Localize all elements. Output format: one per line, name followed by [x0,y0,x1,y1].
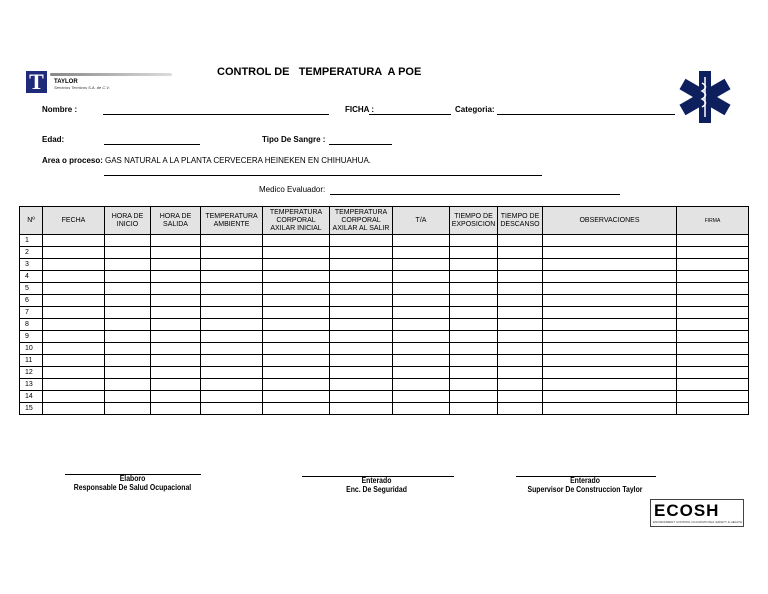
table-cell[interactable] [450,271,498,283]
temperature-table [19,206,749,415]
row-number: 11 [20,355,43,367]
table-cell[interactable] [498,307,543,319]
column-header-text: CORPORAL [276,216,316,224]
column-header-text: DESCANSO [500,220,540,228]
column-header-text: SALIDA [163,220,188,228]
table-cell[interactable] [450,295,498,307]
column-header-text: FIRMA [704,217,721,224]
table-cell[interactable] [543,307,677,319]
page-title: CONTROL DE TEMPERATURA A POE [217,66,422,78]
column-header [201,207,263,235]
table-cell[interactable] [677,379,749,391]
table-cell[interactable] [543,295,677,307]
table-cell[interactable] [330,295,393,307]
signature-role-2: Enterado [361,476,392,485]
table-cell[interactable] [330,319,393,331]
table-cell[interactable] [151,391,201,403]
table-cell[interactable] [393,259,450,271]
table-row [20,403,749,415]
table-cell[interactable] [677,247,749,259]
table-cell[interactable] [43,343,105,355]
ecosh-logo [650,499,744,527]
table-row [20,259,749,271]
row-number: 4 [20,271,43,283]
column-header-text: CORPORAL [341,216,381,224]
table-cell[interactable] [151,367,201,379]
table-cell[interactable] [43,403,105,415]
table-cell[interactable] [151,283,201,295]
table-cell[interactable] [677,307,749,319]
table-cell[interactable] [43,235,105,247]
table-cell[interactable] [677,331,749,343]
column-header [43,207,105,235]
row-number: 5 [20,283,43,295]
table-cell[interactable] [151,319,201,331]
table-cell[interactable] [677,295,749,307]
table-cell[interactable] [151,331,201,343]
table-cell[interactable] [393,367,450,379]
table-cell[interactable] [105,403,151,415]
table-cell[interactable] [105,355,151,367]
row-number: 1 [20,235,43,247]
table-cell[interactable] [677,343,749,355]
column-header-text: TIEMPO DE [500,212,540,220]
table-cell[interactable] [450,283,498,295]
column-header-text: TEMPERATURA [269,208,323,216]
table-cell[interactable] [450,367,498,379]
table-cell[interactable] [450,355,498,367]
table-cell[interactable] [43,295,105,307]
table-cell[interactable] [393,343,450,355]
table-cell[interactable] [498,235,543,247]
logo-subtitle: Servicios Tecnicos S.A. de C.V. [54,85,110,90]
table-cell[interactable] [498,391,543,403]
table-cell[interactable] [677,355,749,367]
column-header-text: TIEMPO DE [454,212,493,220]
table-row [20,235,749,247]
table-row [20,319,749,331]
table-cell[interactable] [543,379,677,391]
table-cell[interactable] [543,319,677,331]
table-cell[interactable] [151,259,201,271]
table-cell[interactable] [151,343,201,355]
signature-title-2: Enc. De Seguridad [346,485,407,494]
nombre-label: Nombre : [42,105,78,114]
table-cell[interactable] [263,271,330,283]
table-cell[interactable] [393,403,450,415]
table-cell[interactable] [151,403,201,415]
table-cell[interactable] [543,283,677,295]
table-cell[interactable] [330,343,393,355]
column-header-text: T/A [415,216,427,224]
table-cell[interactable] [393,283,450,295]
column-header [105,207,151,235]
table-cell[interactable] [498,403,543,415]
table-row [20,307,749,319]
table-cell[interactable] [543,271,677,283]
table-cell[interactable] [543,403,677,415]
table-cell[interactable] [151,355,201,367]
table-cell[interactable] [677,259,749,271]
table-cell[interactable] [263,295,330,307]
table-cell[interactable] [543,355,677,367]
edad-field[interactable] [104,144,200,145]
table-cell[interactable] [498,355,543,367]
table-cell[interactable] [201,343,263,355]
table-header-row [20,207,749,235]
row-number: 14 [20,391,43,403]
table-cell[interactable] [330,379,393,391]
signature-role-3: Enterado [570,476,600,485]
table-cell[interactable] [450,379,498,391]
table-row [20,379,749,391]
table-cell[interactable] [263,355,330,367]
table-row [20,367,749,379]
table-cell[interactable] [43,247,105,259]
column-header [393,207,450,235]
table-cell[interactable] [43,271,105,283]
table-cell[interactable] [105,379,151,391]
row-number: 3 [20,259,43,271]
table-cell[interactable] [201,355,263,367]
table-cell[interactable] [201,391,263,403]
row-number: 2 [20,247,43,259]
table-cell[interactable] [43,283,105,295]
table-cell[interactable] [201,259,263,271]
table-cell[interactable] [263,367,330,379]
table-cell[interactable] [43,319,105,331]
column-header [20,207,43,235]
column-header-text: OBSERVACIONES [579,216,640,224]
table-cell[interactable] [105,343,151,355]
table-cell[interactable] [330,355,393,367]
table-cell[interactable] [393,271,450,283]
table-cell[interactable] [105,295,151,307]
column-header [151,207,201,235]
table-cell[interactable] [677,283,749,295]
table-cell[interactable] [330,259,393,271]
row-number: 6 [20,295,43,307]
categoria-field[interactable] [497,114,675,115]
table-cell[interactable] [263,379,330,391]
table-cell[interactable] [263,283,330,295]
medico-field[interactable] [330,194,620,195]
table-cell[interactable] [43,259,105,271]
table-cell[interactable] [498,343,543,355]
table-cell[interactable] [677,319,749,331]
column-header-text: EXPOSICION [451,220,496,228]
row-number: 10 [20,343,43,355]
column-header [498,207,543,235]
area-underline [104,175,542,176]
table-cell[interactable] [543,235,677,247]
row-number: 12 [20,367,43,379]
table-cell[interactable] [330,283,393,295]
table-cell[interactable] [450,319,498,331]
table-row [20,391,749,403]
table-cell[interactable] [43,367,105,379]
row-number: 7 [20,307,43,319]
table-row [20,283,749,295]
table-cell[interactable] [263,403,330,415]
taylor-logo: T [26,71,47,93]
table-cell[interactable] [393,235,450,247]
column-header [330,207,393,235]
table-cell[interactable] [151,247,201,259]
tipo-sangre-label: Tipo De Sangre : [262,135,326,144]
table-cell[interactable] [450,235,498,247]
edad-label: Edad: [42,135,65,144]
table-cell[interactable] [543,391,677,403]
table-cell[interactable] [151,271,201,283]
table-cell[interactable] [393,331,450,343]
logo-name: TAYLOR [54,79,78,85]
table-cell[interactable] [201,367,263,379]
row-number: 15 [20,403,43,415]
table-cell[interactable] [330,307,393,319]
table-cell[interactable] [105,247,151,259]
signature-title-3: Supervisor De Construccion Taylor [527,485,643,494]
column-header-text: AMBIENTE [213,220,250,228]
table-cell[interactable] [393,295,450,307]
ficha-field[interactable] [369,114,451,115]
area-label: Area o proceso: [42,156,103,165]
table-cell[interactable] [263,307,330,319]
table-cell[interactable] [43,331,105,343]
table-cell[interactable] [151,307,201,319]
table-cell[interactable] [677,235,749,247]
star-of-life-icon [676,71,734,123]
table-cell[interactable] [450,247,498,259]
column-header [450,207,498,235]
table-row [20,343,749,355]
table-cell[interactable] [201,307,263,319]
table-cell[interactable] [263,259,330,271]
table-cell[interactable] [201,247,263,259]
table-cell[interactable] [201,331,263,343]
table-cell[interactable] [43,355,105,367]
table-cell[interactable] [105,259,151,271]
table-cell[interactable] [543,247,677,259]
column-header-text: FECHA [61,216,86,224]
column-header-text: AXILAR AL SALIR [332,224,390,232]
table-cell[interactable] [43,379,105,391]
signature-role-1: Elaboro [119,474,146,483]
table-cell[interactable] [393,355,450,367]
table-row [20,247,749,259]
table-cell[interactable] [450,403,498,415]
table-cell[interactable] [263,343,330,355]
table-cell[interactable] [543,331,677,343]
table-cell[interactable] [330,271,393,283]
table-cell[interactable] [498,295,543,307]
table-cell[interactable] [393,319,450,331]
table-cell[interactable] [498,283,543,295]
table-cell[interactable] [263,247,330,259]
table-cell[interactable] [151,295,201,307]
table-cell[interactable] [543,259,677,271]
table-cell[interactable] [201,295,263,307]
table-cell[interactable] [263,319,330,331]
table-cell[interactable] [677,271,749,283]
row-number: 13 [20,379,43,391]
table-row [20,355,749,367]
table-cell[interactable] [330,331,393,343]
table-cell[interactable] [201,271,263,283]
table-cell[interactable] [201,379,263,391]
table-cell[interactable] [450,307,498,319]
table-cell[interactable] [677,391,749,403]
table-cell[interactable] [393,379,450,391]
table-cell[interactable] [201,403,263,415]
table-cell[interactable] [330,391,393,403]
column-header [543,207,677,235]
table-cell[interactable] [43,307,105,319]
column-header-text: INICIO [116,220,139,228]
table-cell[interactable] [263,391,330,403]
ficha-label: FICHA : [345,105,375,114]
table-cell[interactable] [498,259,543,271]
table-cell[interactable] [498,331,543,343]
table-cell[interactable] [105,283,151,295]
column-header [263,207,330,235]
table-cell[interactable] [450,391,498,403]
table-cell[interactable] [450,331,498,343]
table-row [20,271,749,283]
table-cell[interactable] [498,367,543,379]
table-cell[interactable] [330,235,393,247]
table-cell[interactable] [201,319,263,331]
row-number: 9 [20,331,43,343]
column-header-text: HORA DE [159,212,192,220]
table-cell[interactable] [105,235,151,247]
table-cell[interactable] [105,319,151,331]
signature-title-1: Responsable De Salud Ocupacional [73,483,192,492]
ecosh-name: ECOSH [654,501,720,520]
table-row [20,331,749,343]
table-cell[interactable] [450,259,498,271]
column-header-text: TEMPERATURA [205,212,258,220]
logo-swoosh [50,73,172,76]
table-cell[interactable] [393,391,450,403]
table-cell[interactable] [330,247,393,259]
area-value: GAS NATURAL A LA PLANTA CERVECERA HEINEKEN EN CHIHUAHUA. [105,156,372,165]
table-cell[interactable] [543,367,677,379]
column-header-text: TEMPERATURA [334,208,388,216]
table-cell[interactable] [105,271,151,283]
table-cell[interactable] [330,403,393,415]
ecosh-tagline: ENVIRONMENT CONTROL OCCUPATIONAL SAFETY & HEALTH [653,520,743,524]
table-cell[interactable] [105,391,151,403]
table-row [20,295,749,307]
table-cell[interactable] [105,331,151,343]
table-cell[interactable] [498,319,543,331]
column-header-text: AXILAR INICIAL [270,224,322,232]
table-cell[interactable] [450,343,498,355]
table-cell[interactable] [543,343,677,355]
table-cell[interactable] [105,367,151,379]
table-cell[interactable] [393,247,450,259]
table-cell[interactable] [677,367,749,379]
row-number: 8 [20,319,43,331]
table-cell[interactable] [677,403,749,415]
table-cell[interactable] [105,307,151,319]
tipo-sangre-field[interactable] [329,144,392,145]
table-cell[interactable] [43,391,105,403]
column-header [677,207,749,235]
table-cell[interactable] [498,271,543,283]
table-cell[interactable] [263,331,330,343]
column-header-text: Nº [27,216,35,224]
table-cell[interactable] [498,247,543,259]
table-cell[interactable] [151,235,201,247]
table-cell[interactable] [201,235,263,247]
nombre-field[interactable] [103,114,329,115]
table-cell[interactable] [498,379,543,391]
table-cell[interactable] [201,283,263,295]
table-cell[interactable] [263,235,330,247]
medico-label: Medico Evaluador: [259,185,326,194]
categoria-label: Categoria: [455,105,495,114]
table-cell[interactable] [330,367,393,379]
table-cell[interactable] [151,379,201,391]
column-header-text: HORA DE [111,212,144,220]
table-cell[interactable] [393,307,450,319]
